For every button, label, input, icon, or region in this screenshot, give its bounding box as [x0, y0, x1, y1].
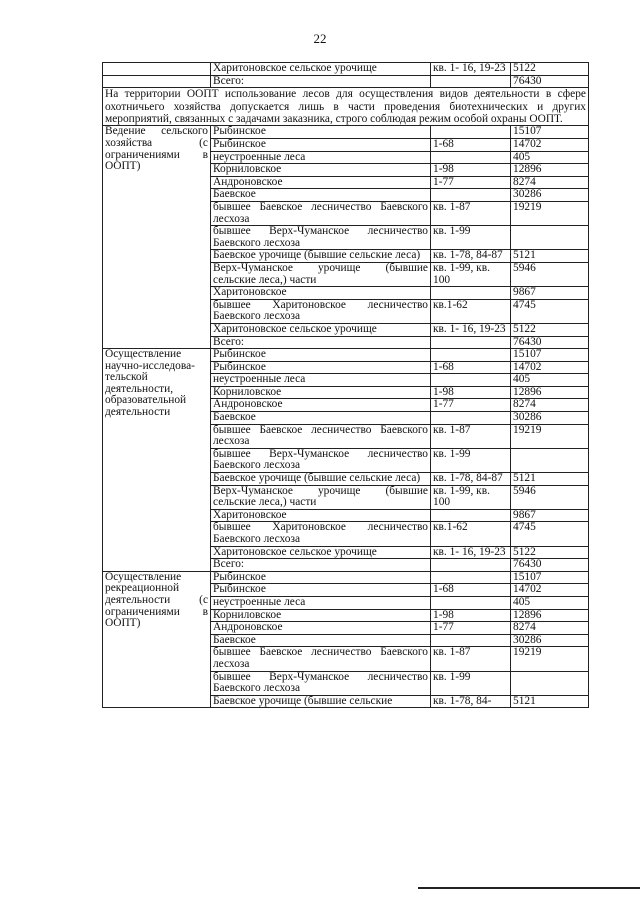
forestry-name-cell: Рыбинское	[211, 349, 431, 362]
quarters-cell: 1-98	[431, 386, 511, 399]
quarters-cell: 1-68	[431, 584, 511, 597]
area-cell: 12896	[511, 609, 589, 622]
area-cell: 4745	[511, 522, 589, 546]
quarters-cell: кв. 1-78, 84-87	[431, 473, 511, 486]
quarters-cell	[431, 596, 511, 609]
forestry-name-cell: Баевское	[211, 189, 431, 202]
forestry-name-cell: Харитоновское сельское урочище	[211, 323, 431, 336]
table-row	[103, 349, 589, 362]
forestry-name-cell: Андроновское	[211, 622, 431, 635]
forestry-name-cell: Харитоновское сельское урочище	[211, 546, 431, 559]
area-cell: 4745	[511, 299, 589, 323]
area-cell: 5122	[511, 63, 589, 76]
forestry-name-cell: Баевское	[211, 412, 431, 425]
forestry-name-cell: бывшее Баевское лесничество Баевского лесхоза	[211, 647, 431, 671]
area-cell: 14702	[511, 361, 589, 374]
area-cell: 5122	[511, 546, 589, 559]
forestry-name-cell: бывшее Верх-Чуманское лесничество Баевского лесхоза	[211, 226, 431, 250]
total-value: 76430	[511, 336, 589, 349]
forestry-name-cell: Рыбинское	[211, 361, 431, 374]
quarters-cell: кв. 1-99, кв. 100	[431, 262, 511, 286]
activity-cell	[103, 75, 211, 88]
quarters-cell: кв. 1- 16, 19-23	[431, 546, 511, 559]
quarters-cell: кв. 1-87	[431, 424, 511, 448]
quarters-cell	[431, 559, 511, 572]
forestry-name-cell: Харитоновское	[211, 509, 431, 522]
forestry-name-cell: Верх-Чуманское урочище (бывшие сельские леса,) части	[211, 485, 431, 509]
total-label: Всего:	[211, 336, 431, 349]
activity-type-cell: Ведение сельского хозяйства (с ограничениями в ООПТ)	[103, 126, 211, 349]
area-cell	[511, 671, 589, 695]
area-cell: 9867	[511, 509, 589, 522]
quarters-cell: кв. 1-87	[431, 647, 511, 671]
forestry-name-cell: бывшее Верх-Чуманское лесничество Баевского лесхоза	[211, 671, 431, 695]
quarters-cell: кв.1-62	[431, 299, 511, 323]
forestry-name-cell: Рыбинское	[211, 139, 431, 152]
area-cell: 5946	[511, 485, 589, 509]
area-cell	[511, 226, 589, 250]
quarters-cell: 1-77	[431, 399, 511, 412]
quarters-cell	[431, 634, 511, 647]
activity-type-cell: Осуществление научно-исследова-тельской деятельности, образовательной деятельности	[103, 349, 211, 572]
note-row	[103, 88, 589, 126]
area-cell: 30286	[511, 189, 589, 202]
quarters-cell	[431, 75, 511, 88]
area-cell: 5121	[511, 250, 589, 263]
forestry-name-cell: бывшее Баевское лесничество Баевского лесхоза	[211, 201, 431, 225]
quarters-cell: кв. 1-87	[431, 201, 511, 225]
quarters-cell: кв. 1- 16, 19-23	[431, 63, 511, 76]
quarters-cell: кв. 1-99	[431, 448, 511, 472]
bottom-rule	[418, 887, 640, 889]
area-cell: 19219	[511, 201, 589, 225]
quarters-cell: 1-68	[431, 361, 511, 374]
forestry-name-cell: Андроновское	[211, 399, 431, 412]
area-cell: 405	[511, 151, 589, 164]
quarters-cell: кв. 1-99	[431, 671, 511, 695]
area-cell: 15107	[511, 349, 589, 362]
quarters-cell	[431, 336, 511, 349]
total-label: Всего:	[211, 559, 431, 572]
area-cell: 8274	[511, 176, 589, 189]
quarters-cell: 1-98	[431, 609, 511, 622]
forestry-name-cell: бывшее Баевское лесничество Баевского лесхоза	[211, 424, 431, 448]
forestry-name-cell: Андроновское	[211, 176, 431, 189]
area-cell: 5121	[511, 473, 589, 486]
forestry-name-cell: Баевское урочище (бывшие сельские леса)	[211, 473, 431, 486]
quarters-cell: кв. 1-78, 84-	[431, 695, 511, 708]
activity-type-cell: Осуществление рекреационной деятельности (с ограничениями в ООПТ)	[103, 571, 211, 708]
area-cell: 8274	[511, 399, 589, 412]
forestry-name-cell: Харитоновское	[211, 287, 431, 300]
total-label: Всего:	[211, 75, 431, 88]
quarters-cell	[431, 349, 511, 362]
quarters-cell	[431, 189, 511, 202]
quarters-cell: кв. 1-99	[431, 226, 511, 250]
area-cell: 19219	[511, 424, 589, 448]
area-cell: 15107	[511, 126, 589, 139]
total-row	[103, 75, 589, 88]
quarters-cell: кв. 1-99, кв. 100	[431, 485, 511, 509]
quarters-cell	[431, 287, 511, 300]
forestry-name-cell: неустроенные леса	[211, 374, 431, 387]
forestry-name-cell: неустроенные леса	[211, 596, 431, 609]
area-cell: 30286	[511, 634, 589, 647]
area-cell: 405	[511, 596, 589, 609]
page-number: 22	[313, 31, 327, 46]
quarters-cell: 1-98	[431, 164, 511, 177]
area-cell: 5121	[511, 695, 589, 708]
forestry-name-cell: Баевское урочище (бывшие сельские леса)	[211, 250, 431, 263]
table-row	[103, 63, 589, 76]
area-cell: 14702	[511, 139, 589, 152]
area-cell: 8274	[511, 622, 589, 635]
hunting-note: На территории ООПТ использование лесов для осуществления видов деятельности в сфере охотничьего хозяйства допускается лишь в части проведения биотехнических и других мероприятий, связанных с задачами заказника, строго соблюдая режим особой охраны ООПТ.	[103, 88, 589, 126]
total-value: 76430	[511, 75, 589, 88]
forestry-name-cell: Баевское	[211, 634, 431, 647]
area-cell: 30286	[511, 412, 589, 425]
quarters-cell	[431, 151, 511, 164]
forestry-name-cell: бывшее Харитоновское лесничество Баевского лесхоза	[211, 299, 431, 323]
area-cell: 15107	[511, 571, 589, 584]
quarters-cell	[431, 412, 511, 425]
forestry-name-cell: Корниловское	[211, 609, 431, 622]
quarters-cell: кв. 1-78, 84-87	[431, 250, 511, 263]
quarters-cell	[431, 571, 511, 584]
forestry-name-cell: Харитоновское сельское урочище	[211, 63, 431, 76]
total-value: 76430	[511, 559, 589, 572]
area-cell: 12896	[511, 386, 589, 399]
quarters-cell: 1-77	[431, 176, 511, 189]
quarters-cell: кв.1-62	[431, 522, 511, 546]
forestry-name-cell: бывшее Верх-Чуманское лесничество Баевского лесхоза	[211, 448, 431, 472]
forestry-name-cell: Рыбинское	[211, 126, 431, 139]
area-cell: 12896	[511, 164, 589, 177]
forestry-name-cell: Рыбинское	[211, 571, 431, 584]
area-cell: 5122	[511, 323, 589, 336]
area-cell: 19219	[511, 647, 589, 671]
forestry-name-cell: Корниловское	[211, 164, 431, 177]
area-cell: 405	[511, 374, 589, 387]
forestry-name-cell: Рыбинское	[211, 584, 431, 597]
table-row	[103, 571, 589, 584]
area-cell: 9867	[511, 287, 589, 300]
forestry-name-cell: неустроенные леса	[211, 151, 431, 164]
forestry-name-cell: Корниловское	[211, 386, 431, 399]
area-cell: 14702	[511, 584, 589, 597]
quarters-cell	[431, 509, 511, 522]
forestry-name-cell: бывшее Харитоновское лесничество Баевского лесхоза	[211, 522, 431, 546]
forestry-name-cell: Верх-Чуманское урочище (бывшие сельские леса,) части	[211, 262, 431, 286]
forest-use-table	[102, 62, 589, 708]
quarters-cell: кв. 1- 16, 19-23	[431, 323, 511, 336]
quarters-cell: 1-77	[431, 622, 511, 635]
quarters-cell	[431, 126, 511, 139]
forestry-name-cell: Баевское урочище (бывшие сельские	[211, 695, 431, 708]
table-row	[103, 126, 589, 139]
quarters-cell: 1-68	[431, 139, 511, 152]
activity-cell	[103, 63, 211, 76]
quarters-cell	[431, 374, 511, 387]
area-cell: 5946	[511, 262, 589, 286]
area-cell	[511, 448, 589, 472]
